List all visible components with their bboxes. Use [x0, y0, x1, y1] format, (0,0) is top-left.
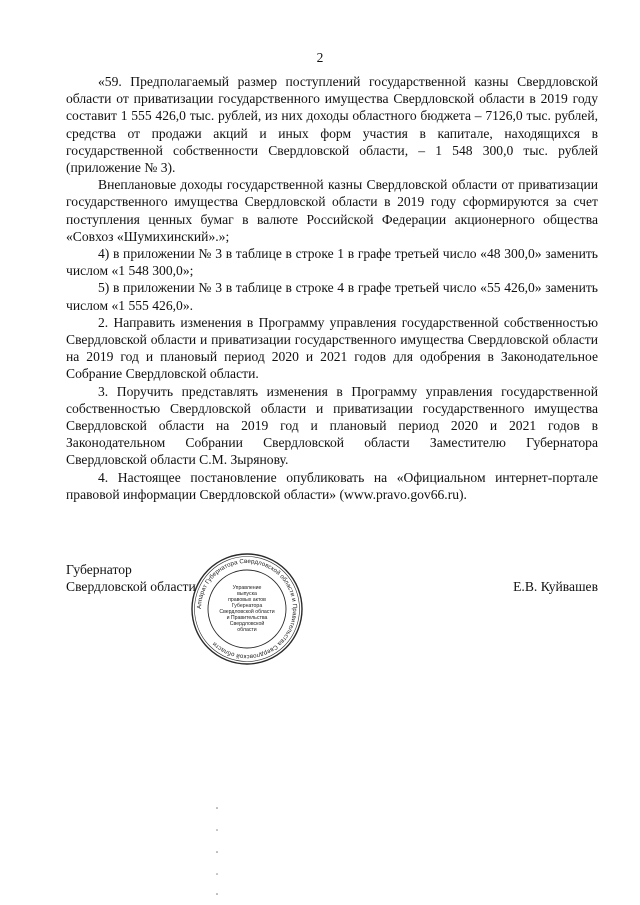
stamp-center-line: Губернатора — [231, 603, 263, 609]
paragraph-point-3: 3. Поручить представлять изменения в Программу управления государственной собственностью Свердловской области и приватизации государственного имущества Свердловской области на 2019 год и плановый период 2020 и 2021 годов в Законодательном Собрании Свердловской области Заместителю Губернатора Свердловской области С.М. Зырянову. — [66, 383, 598, 468]
paragraph-amendment-4: 4) в приложении № 3 в таблице в строке 1 в графе третьей число «48 300,0» заменить числом «1 548 300,0»; — [66, 246, 598, 279]
signature-title — [66, 561, 196, 595]
signature-title-line1: Губернатор — [66, 562, 132, 577]
paragraph-point-2: 2. Направить изменения в Программу управления государственной собственностью Свердловской области и приватизации государственного имущества Свердловской области на 2019 год и плановый период 2020 и 2021 годов для одобрения в Законодательное Собрание Свердловской области. — [66, 314, 598, 382]
stamp-center-line: области — [237, 627, 257, 633]
scan-margin-marks — [214, 800, 220, 900]
stamp-center-line: Свердловской области — [219, 609, 275, 615]
stamp-center-text — [216, 578, 278, 640]
stamp-center-line: выпуска — [237, 591, 257, 597]
stamp-center-line: и Правительства — [226, 615, 268, 621]
stamp-center-line: правовых актов — [228, 597, 266, 603]
paragraph-point-4: 4. Настоящее постановление опубликовать на «Официальном интернет-портале правовой информации Свердловской области» (www.pravo.gov66.ru). — [66, 469, 598, 502]
signature-name: Е.В. Куйвашев — [513, 579, 598, 594]
document-body — [66, 73, 598, 503]
official-stamp — [190, 552, 304, 666]
paragraph-unplanned-income: Внеплановые доходы государственной казны Свердловской области от приватизации государственного имущества Свердловской области в 2019 году сформируются за счет поступления ценных бумаг в валюте Российской Федерации акционерного общества «Совхоз «Шумихинский».»; — [66, 177, 598, 244]
stamp-center-line: Управление — [232, 585, 262, 591]
stamp-center-line: Свердловской — [229, 621, 265, 627]
paragraph-amendment-5: 5) в приложении № 3 в таблице в строке 4 в графе третьей число «55 426,0» заменить числом «1 555 426,0». — [66, 280, 598, 313]
svg-text:Аппарат Губернатора Свердловск: Аппарат Губернатора Свердловской области и Правительства Свердловской области — [195, 557, 299, 661]
signature-title-line2: Свердловской области — [66, 579, 196, 595]
page-number: 2 — [316, 50, 324, 65]
paragraph-item-59: «59. Предполагаемый размер поступлений государственной казны Свердловской области от приватизации государственного имущества Свердловской области в 2019 году составит 1 555 426,0 тыс. рублей, из них доходы областного бюджета – 7126,0 тыс. рублей, средства от продажи акций и иных форм участия в капитале, находящихся в государственной собственности Свердловской области, – 1 548 300,0 тыс. рублей (приложение № 3). — [66, 74, 598, 176]
